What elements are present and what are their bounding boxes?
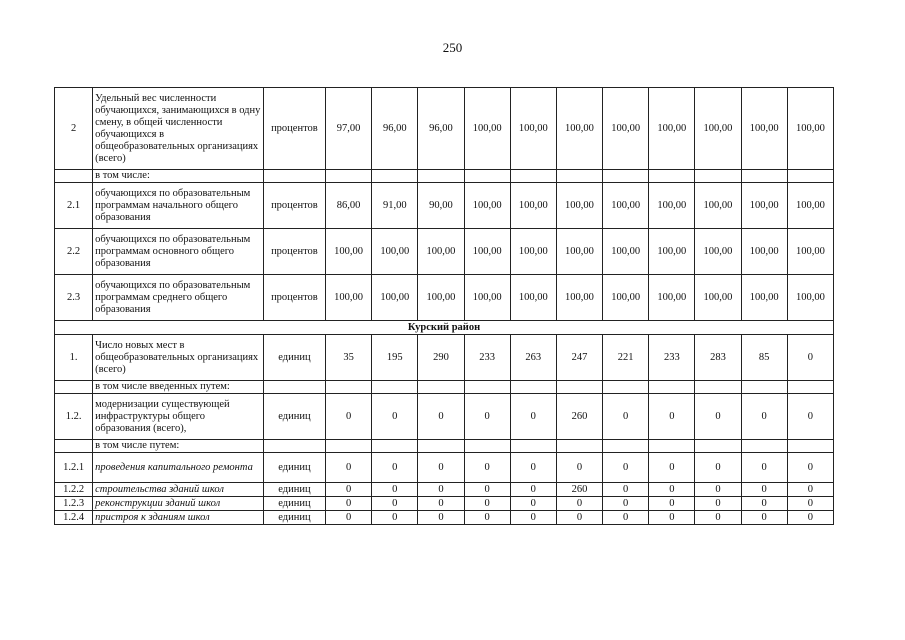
unit-cell: процентов (263, 229, 325, 275)
empty-cell (263, 381, 325, 394)
value-cell: 233 (649, 335, 695, 381)
empty-cell (603, 381, 649, 394)
row-number: 1.2.2 (55, 483, 93, 497)
empty-cell (603, 440, 649, 453)
value-cell: 0 (464, 453, 510, 483)
value-cell: 0 (464, 511, 510, 525)
value-cell: 0 (741, 483, 787, 497)
value-cell: 100,00 (603, 88, 649, 170)
value-cell: 0 (603, 394, 649, 440)
value-cell: 96,00 (372, 88, 418, 170)
value-cell: 35 (326, 335, 372, 381)
value-cell: 100,00 (372, 229, 418, 275)
value-cell: 100,00 (603, 183, 649, 229)
value-cell: 100,00 (510, 229, 556, 275)
value-cell: 100,00 (649, 183, 695, 229)
value-cell: 0 (603, 483, 649, 497)
row-number (55, 440, 93, 453)
data-table (54, 87, 834, 525)
value-cell: 100,00 (510, 275, 556, 321)
empty-cell (372, 381, 418, 394)
value-cell: 0 (741, 497, 787, 511)
subheading-row (55, 170, 834, 183)
subheading-row (55, 381, 834, 394)
empty-cell (326, 440, 372, 453)
row-number: 2 (55, 88, 93, 170)
row-number: 2.2 (55, 229, 93, 275)
value-cell: 100,00 (695, 183, 741, 229)
value-cell: 0 (372, 453, 418, 483)
value-cell: 0 (326, 511, 372, 525)
value-cell: 233 (464, 335, 510, 381)
value-cell: 97,00 (326, 88, 372, 170)
table-row (55, 88, 834, 170)
value-cell: 0 (418, 394, 464, 440)
value-cell: 221 (603, 335, 649, 381)
unit-cell: процентов (263, 88, 325, 170)
table-row (55, 229, 834, 275)
value-cell: 0 (603, 453, 649, 483)
row-number: 2.1 (55, 183, 93, 229)
section-row (55, 321, 834, 335)
value-cell: 0 (556, 453, 602, 483)
empty-cell (263, 440, 325, 453)
value-cell: 0 (418, 511, 464, 525)
value-cell: 100,00 (787, 183, 833, 229)
indicator-name: реконструкции зданий школ (93, 497, 264, 511)
value-cell: 0 (695, 394, 741, 440)
value-cell: 100,00 (695, 88, 741, 170)
value-cell: 100,00 (556, 229, 602, 275)
value-cell: 100,00 (695, 229, 741, 275)
row-number: 1.2.1 (55, 453, 93, 483)
value-cell: 247 (556, 335, 602, 381)
value-cell: 96,00 (418, 88, 464, 170)
subheading-label: в том числе путем: (93, 440, 264, 453)
value-cell: 100,00 (603, 275, 649, 321)
subheading-label: в том числе введенных путем: (93, 381, 264, 394)
unit-cell: процентов (263, 275, 325, 321)
indicator-name: пристроя к зданиям школ (93, 511, 264, 525)
empty-cell (372, 170, 418, 183)
empty-cell (510, 440, 556, 453)
value-cell: 195 (372, 335, 418, 381)
value-cell: 100,00 (556, 275, 602, 321)
value-cell: 0 (510, 497, 556, 511)
value-cell: 0 (510, 453, 556, 483)
value-cell: 0 (787, 511, 833, 525)
empty-cell (464, 381, 510, 394)
value-cell: 0 (464, 497, 510, 511)
value-cell: 100,00 (556, 88, 602, 170)
unit-cell: единиц (263, 394, 325, 440)
empty-cell (418, 170, 464, 183)
unit-cell: единиц (263, 453, 325, 483)
value-cell: 100,00 (556, 183, 602, 229)
value-cell: 0 (649, 497, 695, 511)
row-number: 1. (55, 335, 93, 381)
value-cell: 100,00 (510, 183, 556, 229)
empty-cell (326, 381, 372, 394)
value-cell: 85 (741, 335, 787, 381)
row-number: 1.2.4 (55, 511, 93, 525)
value-cell: 0 (372, 394, 418, 440)
subheading-row (55, 440, 834, 453)
value-cell: 290 (418, 335, 464, 381)
value-cell: 0 (741, 511, 787, 525)
value-cell: 263 (510, 335, 556, 381)
value-cell: 100,00 (464, 88, 510, 170)
value-cell: 0 (695, 483, 741, 497)
value-cell: 100,00 (464, 229, 510, 275)
value-cell: 283 (695, 335, 741, 381)
row-number: 1.2. (55, 394, 93, 440)
value-cell: 0 (464, 394, 510, 440)
value-cell: 0 (464, 483, 510, 497)
table-row (55, 183, 834, 229)
empty-cell (510, 170, 556, 183)
value-cell: 100,00 (649, 229, 695, 275)
empty-cell (787, 440, 833, 453)
value-cell: 0 (695, 497, 741, 511)
indicator-name: обучающихся по образовательным программам среднего общего образования (93, 275, 264, 321)
empty-cell (556, 381, 602, 394)
table-row (55, 483, 834, 497)
value-cell: 0 (418, 453, 464, 483)
value-cell: 100,00 (649, 275, 695, 321)
empty-cell (649, 381, 695, 394)
value-cell: 100,00 (418, 275, 464, 321)
value-cell: 100,00 (741, 275, 787, 321)
value-cell: 0 (418, 497, 464, 511)
indicator-name: строительства зданий школ (93, 483, 264, 497)
value-cell: 0 (741, 394, 787, 440)
empty-cell (741, 440, 787, 453)
value-cell: 0 (603, 497, 649, 511)
subheading-label: в том числе: (93, 170, 264, 183)
value-cell: 0 (510, 483, 556, 497)
value-cell: 0 (649, 483, 695, 497)
value-cell: 260 (556, 394, 602, 440)
empty-cell (787, 170, 833, 183)
value-cell: 0 (326, 394, 372, 440)
value-cell: 0 (418, 483, 464, 497)
value-cell: 100,00 (741, 88, 787, 170)
empty-cell (603, 170, 649, 183)
empty-cell (418, 381, 464, 394)
value-cell: 0 (556, 511, 602, 525)
indicator-name: обучающихся по образовательным программам начального общего образования (93, 183, 264, 229)
value-cell: 100,00 (603, 229, 649, 275)
value-cell: 0 (603, 511, 649, 525)
empty-cell (741, 170, 787, 183)
value-cell: 100,00 (464, 275, 510, 321)
value-cell: 100,00 (787, 229, 833, 275)
section-title: Курский район (55, 321, 834, 335)
empty-cell (263, 170, 325, 183)
value-cell: 0 (326, 483, 372, 497)
value-cell: 0 (372, 483, 418, 497)
value-cell: 0 (326, 453, 372, 483)
empty-cell (741, 381, 787, 394)
table-row (55, 394, 834, 440)
value-cell: 0 (510, 394, 556, 440)
page-number: 250 (442, 40, 463, 55)
row-number: 2.3 (55, 275, 93, 321)
value-cell: 0 (787, 453, 833, 483)
empty-cell (556, 170, 602, 183)
empty-cell (787, 381, 833, 394)
row-number (55, 381, 93, 394)
empty-cell (510, 381, 556, 394)
table-row (55, 511, 834, 525)
empty-cell (418, 440, 464, 453)
table-row (55, 453, 834, 483)
table-row (55, 275, 834, 321)
value-cell: 100,00 (787, 275, 833, 321)
empty-cell (464, 440, 510, 453)
value-cell: 260 (556, 483, 602, 497)
empty-cell (695, 440, 741, 453)
unit-cell: процентов (263, 183, 325, 229)
value-cell: 0 (787, 483, 833, 497)
value-cell: 0 (372, 511, 418, 525)
value-cell: 91,00 (372, 183, 418, 229)
value-cell: 100,00 (372, 275, 418, 321)
unit-cell: единиц (263, 483, 325, 497)
value-cell: 100,00 (464, 183, 510, 229)
value-cell: 0 (510, 511, 556, 525)
empty-cell (556, 440, 602, 453)
unit-cell: единиц (263, 511, 325, 525)
unit-cell: единиц (263, 335, 325, 381)
unit-cell: единиц (263, 497, 325, 511)
table-body (55, 88, 834, 525)
value-cell: 100,00 (741, 183, 787, 229)
row-number (55, 170, 93, 183)
empty-cell (464, 170, 510, 183)
value-cell: 0 (649, 511, 695, 525)
value-cell: 0 (556, 497, 602, 511)
value-cell: 86,00 (326, 183, 372, 229)
value-cell: 0 (695, 511, 741, 525)
value-cell: 0 (787, 394, 833, 440)
value-cell: 100,00 (787, 88, 833, 170)
value-cell: 0 (372, 497, 418, 511)
empty-cell (649, 170, 695, 183)
value-cell: 0 (741, 453, 787, 483)
value-cell: 90,00 (418, 183, 464, 229)
row-number: 1.2.3 (55, 497, 93, 511)
value-cell: 100,00 (510, 88, 556, 170)
value-cell: 100,00 (741, 229, 787, 275)
empty-cell (372, 440, 418, 453)
value-cell: 0 (649, 453, 695, 483)
empty-cell (695, 170, 741, 183)
empty-cell (326, 170, 372, 183)
table-row (55, 335, 834, 381)
indicator-name: обучающихся по образовательным программам основного общего образования (93, 229, 264, 275)
value-cell: 100,00 (326, 275, 372, 321)
value-cell: 0 (695, 453, 741, 483)
indicator-name: Число новых мест в общеобразовательных организациях (всего) (93, 335, 264, 381)
value-cell: 100,00 (418, 229, 464, 275)
indicator-name: проведения капитального ремонта (93, 453, 264, 483)
indicator-name: модернизации существующей инфраструктуры общего образования (всего), (93, 394, 264, 440)
value-cell: 0 (787, 497, 833, 511)
empty-cell (695, 381, 741, 394)
table-row (55, 497, 834, 511)
indicator-name: Удельный вес численности обучающихся, занимающихся в одну смену, в общей численности обучающихся в общеобразовательных организациях (всего) (93, 88, 264, 170)
value-cell: 100,00 (326, 229, 372, 275)
value-cell: 0 (326, 497, 372, 511)
empty-cell (649, 440, 695, 453)
value-cell: 0 (787, 335, 833, 381)
value-cell: 100,00 (649, 88, 695, 170)
value-cell: 100,00 (695, 275, 741, 321)
value-cell: 0 (649, 394, 695, 440)
